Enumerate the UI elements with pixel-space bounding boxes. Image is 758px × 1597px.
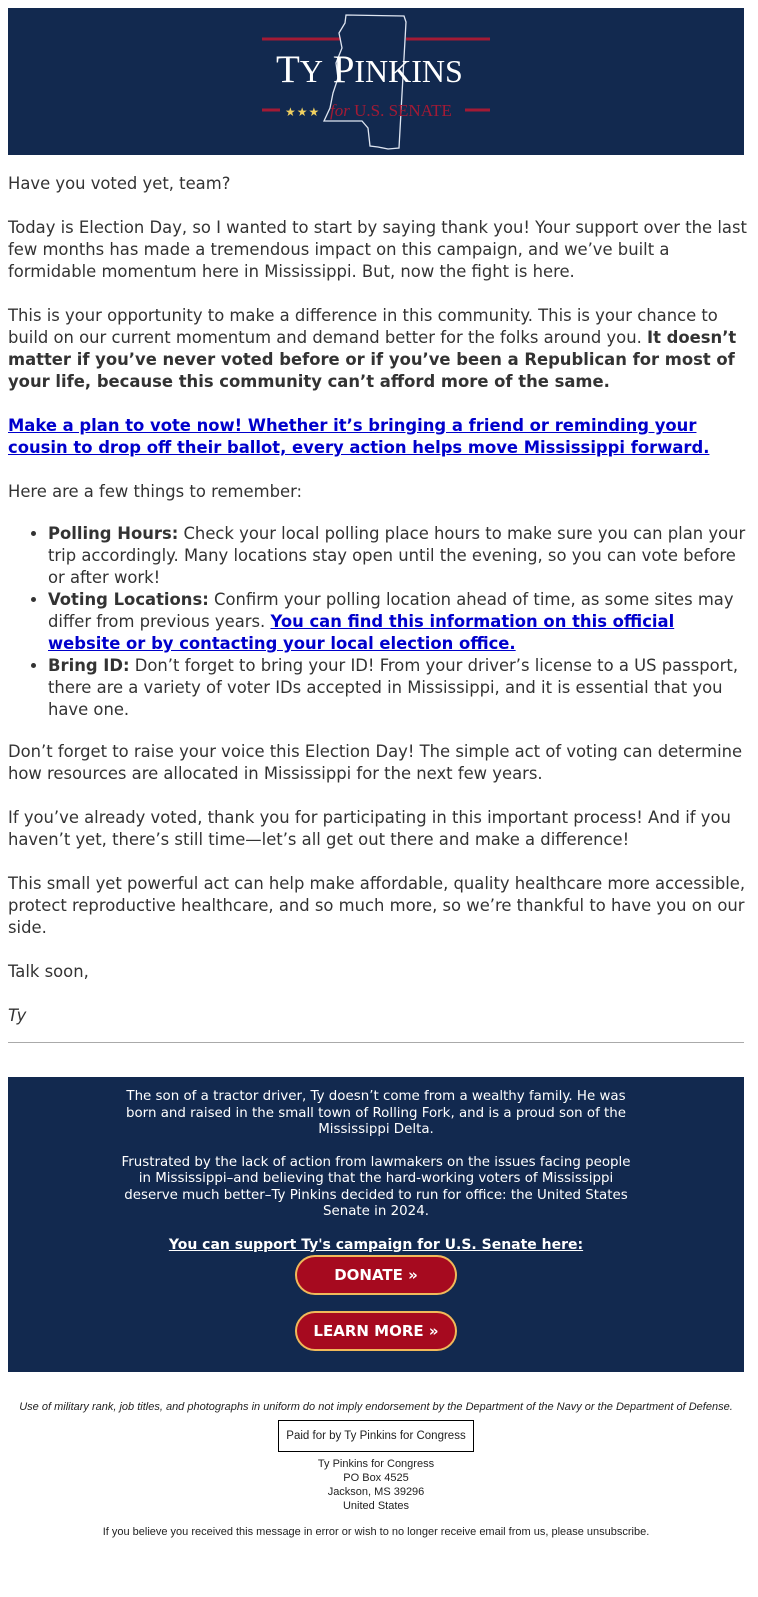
mississippi-map-logo-icon <box>8 8 744 155</box>
paragraph-opportunity <box>8 305 748 393</box>
svg-text:TY PINKINS: TY PINKINS <box>276 48 463 91</box>
signature: Ty <box>8 1006 27 1025</box>
bio-paragraph-background: The son of a tractor driver, Ty doesn’t come from a wealthy family. He was born and raised in the small town of Rolling Fork, and is a proud son of the Mississippi Delta. <box>125 1089 627 1137</box>
signoff: Talk soon, <box>8 962 89 981</box>
campaign-logo-banner <box>8 8 744 155</box>
bio-section <box>8 1077 744 1372</box>
svg-text:★★★: ★★★ <box>285 105 321 119</box>
paragraph-opportunity-bold: It doesn’t matter if you’ve never voted before or if you’ve been a Republican for most of your life, because this community can’t afford more of the same. <box>8 328 737 391</box>
address-line2: Jackson, MS 39296 <box>327 1486 425 1498</box>
list-item-polling-hours <box>48 523 748 589</box>
list-intro: Here are a few things to remember: <box>8 482 303 501</box>
paragraph-opportunity-text: This is your opportunity to make a difference in this community. This is your chance to build on our current momentum and demand better for the folks around you. <box>8 306 718 347</box>
horizontal-divider <box>8 1042 744 1043</box>
email-footer <box>8 1400 744 1550</box>
list-item-voting-locations <box>48 589 748 655</box>
list-item-title: Voting Locations: <box>48 590 209 609</box>
list-item-text: Confirm your polling location ahead of time, as some sites may differ from previous years. <box>48 590 734 631</box>
donate-button[interactable]: DONATE » <box>295 1255 457 1295</box>
make-a-plan-link[interactable]: Make a plan to vote now! Whether it’s bringing a friend or reminding your cousin to drop off their ballot, every action helps move Mississippi forward. <box>8 416 710 457</box>
unsubscribe-notice[interactable]: If you believe you received this message in error or wish to no longer receive email from us, please unsubscribe. <box>102 1526 650 1538</box>
bio-paragraph-motivation: Frustrated by the lack of action from lawmakers on the issues facing people in Mississippi–and believing that the hard-working voters of Mississippi deserve much better–Ty Pinkins decided to run for office: the United States Senate in 2024. <box>121 1154 631 1219</box>
plan-paragraph <box>8 415 748 459</box>
paragraph-already-voted: If you’ve already voted, thank you for participating in this important process! And if you haven’t yet, there’s still time—let’s all get out there and make a difference! <box>8 808 731 849</box>
official-website-link[interactable]: You can find this information on this official website or by contacting your local election office. <box>48 612 675 653</box>
list-item-title: Polling Hours: <box>48 524 179 543</box>
paragraph-thank-you: Today is Election Day, so I wanted to start by saying thank you! Your support over the last few months has made a tremendous impact on this campaign, and we’ve built a formidable momentum here in Mississippi. But, now the fight is here. <box>8 218 747 281</box>
paid-for-box: Paid for by Ty Pinkins for Congress <box>278 1420 473 1452</box>
list-item-title: Bring ID: <box>48 656 130 675</box>
address-country: United States <box>342 1500 410 1512</box>
learn-more-button[interactable]: LEARN MORE » <box>295 1311 457 1351</box>
list-item-text: Don’t forget to bring your ID! From your driver’s license to a US passport, there are a variety of voter IDs accepted in Mississippi, and it is essential that you have one. <box>48 656 739 719</box>
address-line1: PO Box 4525 <box>343 1472 409 1484</box>
support-campaign-link[interactable]: You can support Ty's campaign for U.S. Senate here: <box>168 1236 584 1253</box>
greeting: Have you voted yet, team? <box>8 174 231 193</box>
email-body <box>8 173 748 1049</box>
svg-text:for U.S. SENATE: for U.S. SENATE <box>330 101 452 120</box>
reminders-list <box>8 523 748 721</box>
paragraph-raise-voice: Don’t forget to raise your voice this Election Day! The simple act of voting can determine how resources are allocated in Mississippi for the next few years. <box>8 742 743 783</box>
list-item-bring-id <box>48 655 748 721</box>
list-item-text: Check your local polling place hours to make sure you can plan your trip accordingly. Many locations stay open until the evening, so you can vote before or after work! <box>48 524 746 587</box>
paragraph-healthcare: This small yet powerful act can help make affordable, quality healthcare more accessible, protect reproductive healthcare, and so much more, so we’re thankful to have you on our side. <box>8 874 746 937</box>
military-disclaimer: Use of military rank, job titles, and photographs in uniform do not imply endorsement by the Department of the Navy or the Department of Defense. <box>19 1401 733 1413</box>
address-org: Ty Pinkins for Congress <box>317 1458 435 1470</box>
